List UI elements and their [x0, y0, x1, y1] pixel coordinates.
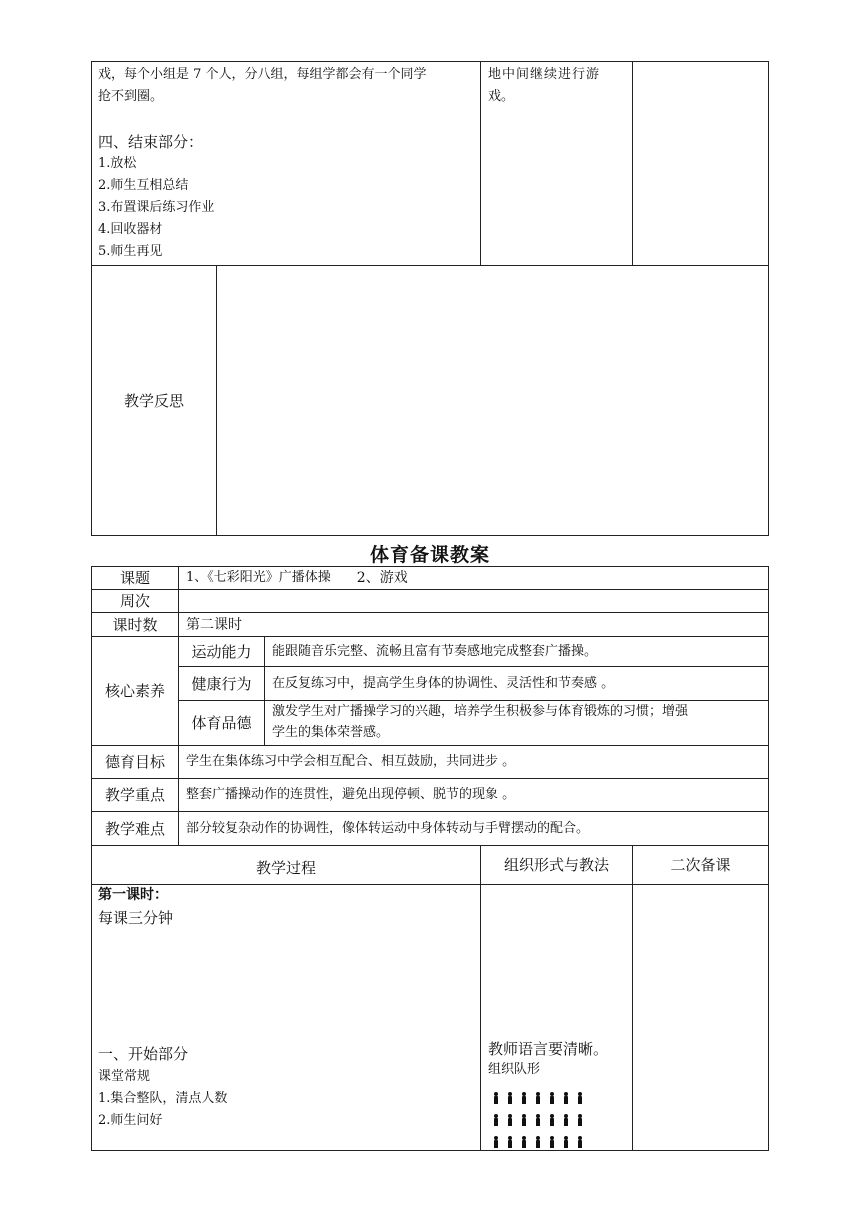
student-figure-icon	[521, 1092, 527, 1104]
student-figure-icon	[535, 1092, 541, 1104]
formation-row	[493, 1133, 591, 1145]
closing-heading: 四、结束部分：	[98, 133, 204, 151]
motor-value: 能跟随音乐完整、流畅且富有节奏感地完成整套广播操。	[272, 643, 598, 659]
col-header-method: 组织形式与教法	[503, 856, 609, 874]
periods-value: 第二课时	[186, 616, 242, 633]
topic-label: 课题	[119, 569, 150, 587]
moral-value: 学生在集体练习中学会相互配合、相互鼓励，共同进步 。	[186, 754, 516, 769]
reflection-label: 教学反思	[123, 391, 184, 410]
topic-value	[186, 567, 408, 589]
sub-label-motor: 运动能力	[191, 642, 252, 661]
student-figure-icon	[535, 1114, 541, 1126]
periods-label: 课时数	[112, 615, 158, 634]
list-item: 2.师生问好	[98, 1113, 163, 1128]
student-figure-icon	[493, 1136, 499, 1148]
method-line: 戏。	[488, 89, 515, 104]
difficulty-value: 部分较复杂动作的协调性，像体转运动中身体转动与手臂摆动的配合。	[186, 820, 590, 836]
list-item: 课堂常规	[98, 1069, 151, 1084]
student-figure-icon	[549, 1092, 555, 1104]
student-figure-icon	[493, 1114, 499, 1126]
student-figure-icon	[563, 1092, 569, 1104]
lesson-label: 第一课时：	[98, 887, 168, 903]
topic-value-part2: 2、游戏	[356, 570, 408, 586]
student-figure-icon	[507, 1092, 513, 1104]
student-figure-icon	[493, 1092, 499, 1104]
student-figure-icon	[507, 1136, 513, 1148]
list-item: 5.师生再见	[98, 244, 163, 259]
student-figure-icon	[577, 1092, 583, 1104]
student-figure-icon	[535, 1136, 541, 1148]
page-title: 体育备课教案	[369, 544, 490, 566]
week-label: 周次	[119, 592, 150, 610]
key-point-label: 教学重点	[104, 786, 165, 804]
student-figure-icon	[577, 1114, 583, 1126]
student-figure-icon	[507, 1114, 513, 1126]
moral-goal-label: 德育目标	[104, 753, 165, 771]
ethics-value	[272, 701, 688, 743]
formation-label: 组织队形	[488, 1062, 541, 1077]
list-item: 1.放松	[98, 156, 137, 171]
health-value: 在反复练习中，提高学生身体的协调性、灵活性和节奏感 。	[272, 675, 615, 691]
core-literacy-label: 核心素养	[104, 682, 165, 700]
list-item: 1.集合整队，清点人数	[98, 1091, 228, 1106]
topic-value-part1: 1、《七彩阳光》广播体操	[186, 570, 331, 585]
method-line: 地中间继续进行游	[488, 67, 601, 82]
three-minutes-text: 每课三分钟	[98, 909, 174, 927]
method-continued-text	[488, 64, 628, 108]
student-figure-icon	[521, 1114, 527, 1126]
student-figure-icon	[563, 1136, 569, 1148]
difficulty-label: 教学难点	[104, 819, 165, 838]
col-header-revision: 二次备课	[670, 856, 731, 874]
student-figure-icon	[577, 1136, 583, 1148]
student-figure-icon	[521, 1136, 527, 1148]
closing-list	[98, 153, 214, 263]
ethics-line: 激发学生对广播操学习的兴趣，培养学生积极参与体育锻炼的习惯；增强	[272, 704, 689, 719]
process-line: 戏，每个小组是 7 个人，分八组，每组学都会有一个同学	[98, 67, 427, 82]
col-header-process: 教学过程	[255, 859, 316, 877]
sub-label-health: 健康行为	[191, 674, 252, 693]
student-figure-icon	[549, 1136, 555, 1148]
formation-row	[493, 1111, 591, 1123]
list-item: 2.师生互相总结	[98, 178, 189, 193]
process-line: 抢不到圈。	[98, 89, 164, 104]
start-section-list	[98, 1066, 227, 1132]
teacher-note: 教师语言要清晰。	[488, 1040, 609, 1058]
student-figure-icon	[549, 1114, 555, 1126]
process-continued-text	[98, 64, 427, 108]
key-point-value: 整套广播操动作的连贯性，避免出现停顿、脱节的现象 。	[186, 787, 516, 802]
student-figure-icon	[563, 1114, 569, 1126]
formation-row	[493, 1089, 591, 1101]
ethics-line: 学生的集体荣誉感。	[272, 725, 390, 740]
list-item: 3.布置课后练习作业	[98, 200, 215, 215]
start-section-heading: 一、开始部分	[98, 1045, 189, 1063]
sub-label-ethics: 体育品德	[191, 714, 252, 732]
list-item: 4.回收器材	[98, 222, 163, 237]
